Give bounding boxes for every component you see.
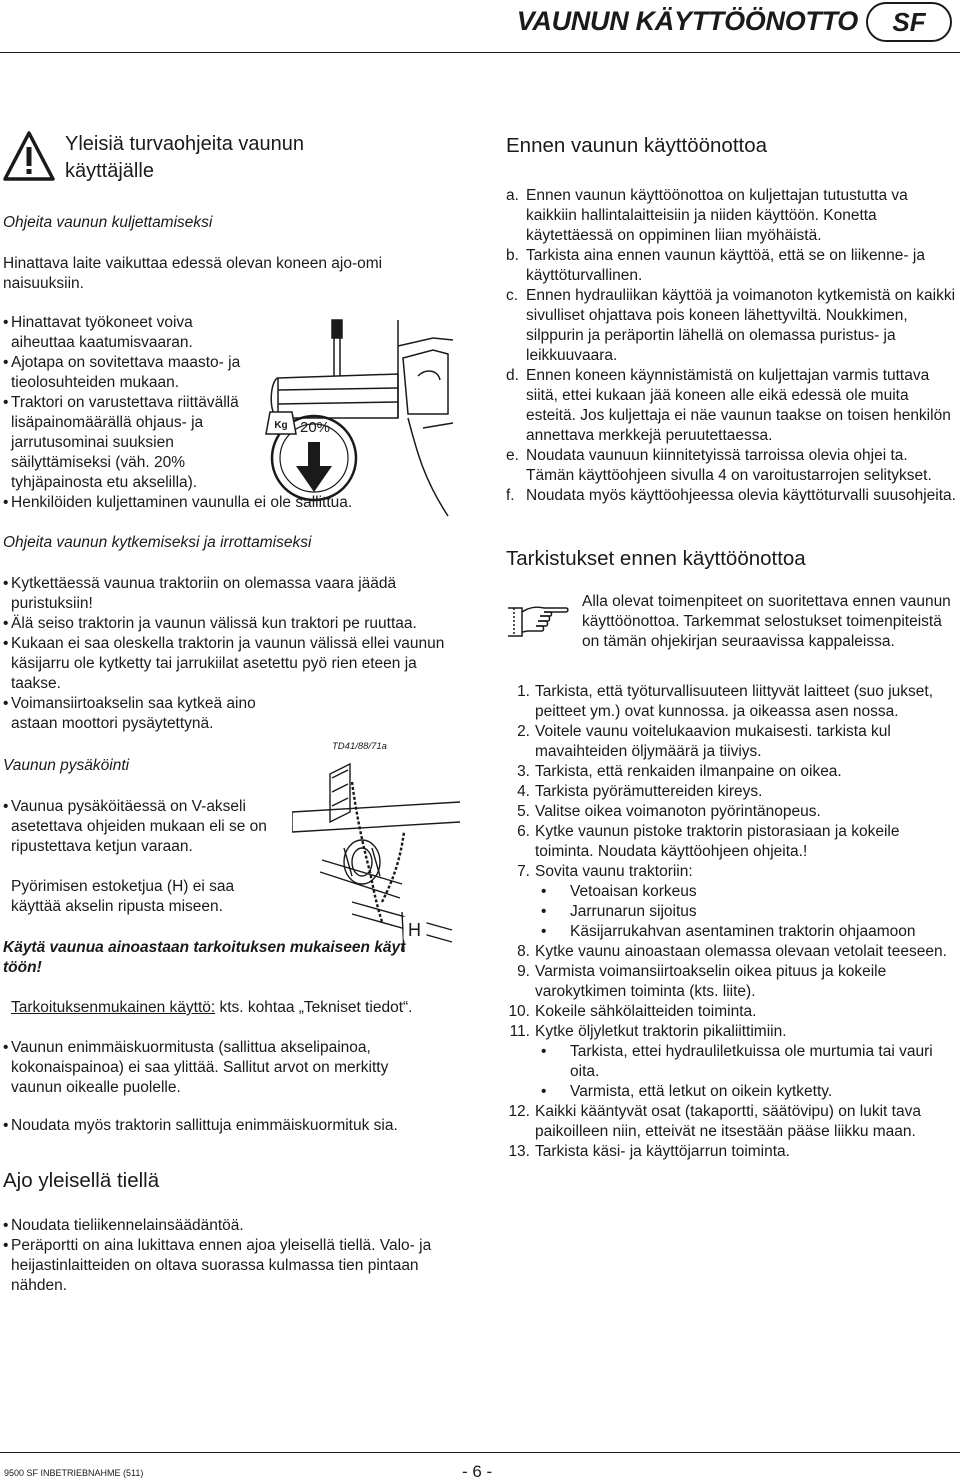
- list-item: e. Noudata vaunuun kiinnitetyissä tarroissa olevia ohjei ta. Tämän käyttöohjeen sivulla 4 on varoitustarrojen selitykset.: [506, 447, 932, 484]
- transport-intro: Hinattava laite vaikuttaa edessä olevan koneen ajo-omi naisuuksiin.: [3, 255, 383, 292]
- language-badge: SF: [866, 2, 952, 42]
- checks-list: [506, 682, 956, 1162]
- list-item: • Kukaan ei saa oleskella traktorin ja vaunun välissä ellei vaunun käsijarru ole kytketty tai jarrukiilat asetettu pyö rien eteen ja taakse.: [3, 634, 451, 694]
- list-item: • Käsijarrukahvan asentaminen traktorin ohjaamoon: [541, 922, 956, 942]
- use-warning: Käytä vaunua ainoastaan tarkoituksen mukaiseen käyt töön!: [3, 939, 406, 976]
- checks-heading: Tarkistukset ennen käyttöönottoa: [506, 547, 806, 570]
- page-number: - 6 -: [462, 1462, 493, 1481]
- coupling-bullets: [3, 574, 451, 734]
- list-item: c. Ennen hydrauliikan käyttöä ja voimanoton kytkemistä on kaikki sivulliset ohjattava pois koneen lähettyviltä. Noukkimen, silppurin ja peräportin lähellä on olemassa puristus- ja leikkuuvaara.: [506, 287, 956, 364]
- list-item: 12. Kaikki kääntyvät osat (takaportti, säätövipu) on lukit tava paikoilleen niin, etteivät ne itsestään pääse liikku maan.: [508, 1103, 921, 1140]
- road-bullets: [3, 1216, 448, 1296]
- list-item: 11. Kytke öljyletkut traktorin pikaliittimiin. • Tarkista, ettei hydrauliletkuissa ole murtumia tai vauri oita. • Varmista, että letkut on oikein kytketty.: [506, 1022, 956, 1102]
- list-item: • Älä seiso traktorin ja vaunun välissä kun traktori pe ruuttaa.: [3, 614, 451, 634]
- pointing-hand-icon: [506, 600, 570, 640]
- list-item: 13. Tarkista käsi- ja käyttöjarrun toiminta.: [508, 1143, 790, 1160]
- warning-title: Yleisiä turvaohjeita vaunun käyttäjälle: [65, 133, 305, 182]
- ballast-weight-icon: [266, 412, 296, 434]
- right-column: [506, 128, 956, 1162]
- list-item: b. Tarkista aina ennen vaunun käyttöä, että se on liikenne- ja käyttöturvallinen.: [506, 247, 925, 284]
- load-bullets: [3, 1038, 423, 1136]
- list-item: d. Ennen koneen käynnistämistä on kuljettajan varmis tuttava siitä, ettei kukaan jää koneen alle eikä edessä ole muita esteitä. Jos kuljettaja ei näe vaunun taakse on toisen henkilön annettava merkkejä peruutettaessa.: [506, 367, 951, 444]
- intended-use-text: kts. kohtaa „Tekniset tiedot“.: [215, 999, 413, 1016]
- list-item: 1. Tarkista, että työturvallisuuteen liittyvät laitteet (suo jukset, peitteet ym.) ovat kunnossa. ja oikeassa asen nossa.: [517, 683, 934, 720]
- list-item: • Varmista, että letkut on oikein kytketty.: [541, 1082, 956, 1102]
- checks-intro: Alla olevat toimenpiteet on suoritettava ennen vaunun käyttöönottoa. Tarkemmat selostukset toimenpiteistä on tämän ohjekirjan seuraavissa kappaleissa.: [582, 593, 951, 650]
- tractor-ballast-illustration: [248, 318, 460, 520]
- list-item: a. Ennen vaunun käyttöönottoa on kuljettajan tutustutta va kaikkiin hallintalaitteisiin ja niiden käyttöön. Konetta käytettäessä on oppiminen liian myöhäistä.: [506, 187, 908, 244]
- parking-note: Pyörimisen estoketjua (H) ei saa käyttää akselin ripusta miseen.: [11, 878, 235, 915]
- page-title: VAUNUN KÄYTTÖÖNOTTO: [516, 6, 858, 36]
- ballast-kg-label: Kg: [274, 420, 288, 431]
- list-item: 2. Voitele vaunu voitelukaavion mukaisesti. tarkista kul mavaihteiden öljymäärä ja tiiviys.: [517, 723, 891, 760]
- footer-doc-code: 9500 SF INBETRIEBNAHME (511): [4, 1468, 144, 1478]
- warning-heading: [3, 128, 458, 185]
- list-item: 7. Sovita vaunu traktoriin: • Vetoaisan korkeus • Jarrunarun sijoitus • Käsijarrukahvan asentaminen traktorin ohjaamoon: [506, 862, 956, 942]
- hoses-sublist: [541, 1042, 956, 1102]
- list-item: 4. Tarkista pyörämuttereiden kireys.: [517, 783, 763, 800]
- list-item: • Ajotapa on sovitettava maasto- ja tieolosuhteiden mukaan.: [3, 353, 253, 393]
- pto-shaft-chain-illustration: [292, 752, 460, 962]
- road-heading: Ajo yleisellä tiellä: [3, 1169, 160, 1192]
- list-item: 10. Kokeile sähkölaitteiden toiminta.: [508, 1003, 757, 1020]
- before-use-list: [506, 186, 956, 506]
- transport-heading: Ohjeita vaunun kuljettamiseksi: [3, 214, 213, 231]
- checks-intro-block: [506, 592, 956, 652]
- fit-sublist: [541, 882, 956, 942]
- list-item: 9. Varmista voimansiirtoakselin oikea pituus ja kokeile varokytkimen toiminta (kts. liite).: [517, 963, 887, 1000]
- list-item: • Traktori on varustettava riittävällä lisäpainomäärällä ohjaus- ja jarrutusominai suuksien säilyttämiseksi (väh. 20% tyhjäpainosta etu akselilla).: [3, 393, 253, 493]
- list-item: • Kytkettäessä vaunua traktoriin on olemassa vaara jäädä puristuksiin!: [3, 574, 451, 614]
- left-column: [3, 128, 458, 1296]
- coupling-heading: Ohjeita vaunun kytkemiseksi ja irrottamiseksi: [3, 534, 312, 551]
- list-item: • Henkilöiden kuljettaminen vaunulla ei ole sallittua.: [3, 493, 458, 513]
- parking-heading: Vaunun pysäköinti: [3, 757, 130, 774]
- list-item: • Jarrunarun sijoitus: [541, 902, 956, 922]
- list-item: 6. Kytke vaunun pistoke traktorin pistorasiaan ja kokeile toiminta. Noudata käyttöohjeen ohjeita.!: [517, 823, 900, 860]
- header-divider: [0, 52, 960, 53]
- warning-triangle-icon: [3, 130, 55, 182]
- ballast-percent-label: 20%: [300, 419, 331, 436]
- list-item: • Hinattavat työkoneet voiva aiheuttaa kaatumisvaaran.: [3, 313, 253, 353]
- list-item: • Noudata myös traktorin sallittuja enimmäiskuormituk sia.: [3, 1116, 423, 1136]
- before-use-heading: Ennen vaunun käyttöönottoa: [506, 134, 768, 157]
- list-item: • Vaunua pysäköitäessä on V-akseli asetettava ohjeiden mukaan eli se on ripustettava ketjun varaan.: [3, 797, 293, 857]
- list-item: • Vaunun enimmäiskuormitusta (sallittua akselipainoa, kokonaispainoa) ei saa ylittää. Sallitut arvot on merkitty vaunun oikealle puolelle.: [3, 1038, 423, 1098]
- list-item: • Peräportti on aina lukittava ennen ajoa yleisellä tiellä. Valo- ja heijastinlaitteiden on oltava suorassa kulmassa tien pintaan nähden.: [3, 1236, 448, 1296]
- list-item: • Noudata tieliikennelainsäädäntöä.: [3, 1216, 448, 1236]
- list-item: f. Noudata myös käyttöohjeessa olevia käyttöturvalli suusohjeita.: [506, 487, 956, 504]
- intended-use-label: Tarkoituksenmukainen käyttö:: [11, 999, 216, 1016]
- list-item: • Tarkista, ettei hydrauliletkuissa ole murtumia tai vauri oita.: [541, 1042, 956, 1082]
- figure-code: TD41/88/71a: [332, 741, 387, 752]
- load-arrow-icon: [296, 442, 332, 492]
- list-item: 5. Valitse oikea voimanoton pyörintänopeus.: [517, 803, 821, 820]
- chain-h-label: H: [408, 920, 421, 940]
- footer-divider: [0, 1452, 960, 1453]
- list-item: 8. Kytke vaunu ainoastaan olemassa olevaan vetolait teeseen.: [517, 943, 947, 960]
- list-item: • Voimansiirtoakselin saa kytkeä aino astaan moottori pysäytettynä.: [3, 694, 293, 734]
- list-item: 3. Tarkista, että renkaiden ilmanpaine on oikea.: [517, 763, 842, 780]
- list-item: • Vetoaisan korkeus: [541, 882, 956, 902]
- intended-use-line: [11, 998, 458, 1018]
